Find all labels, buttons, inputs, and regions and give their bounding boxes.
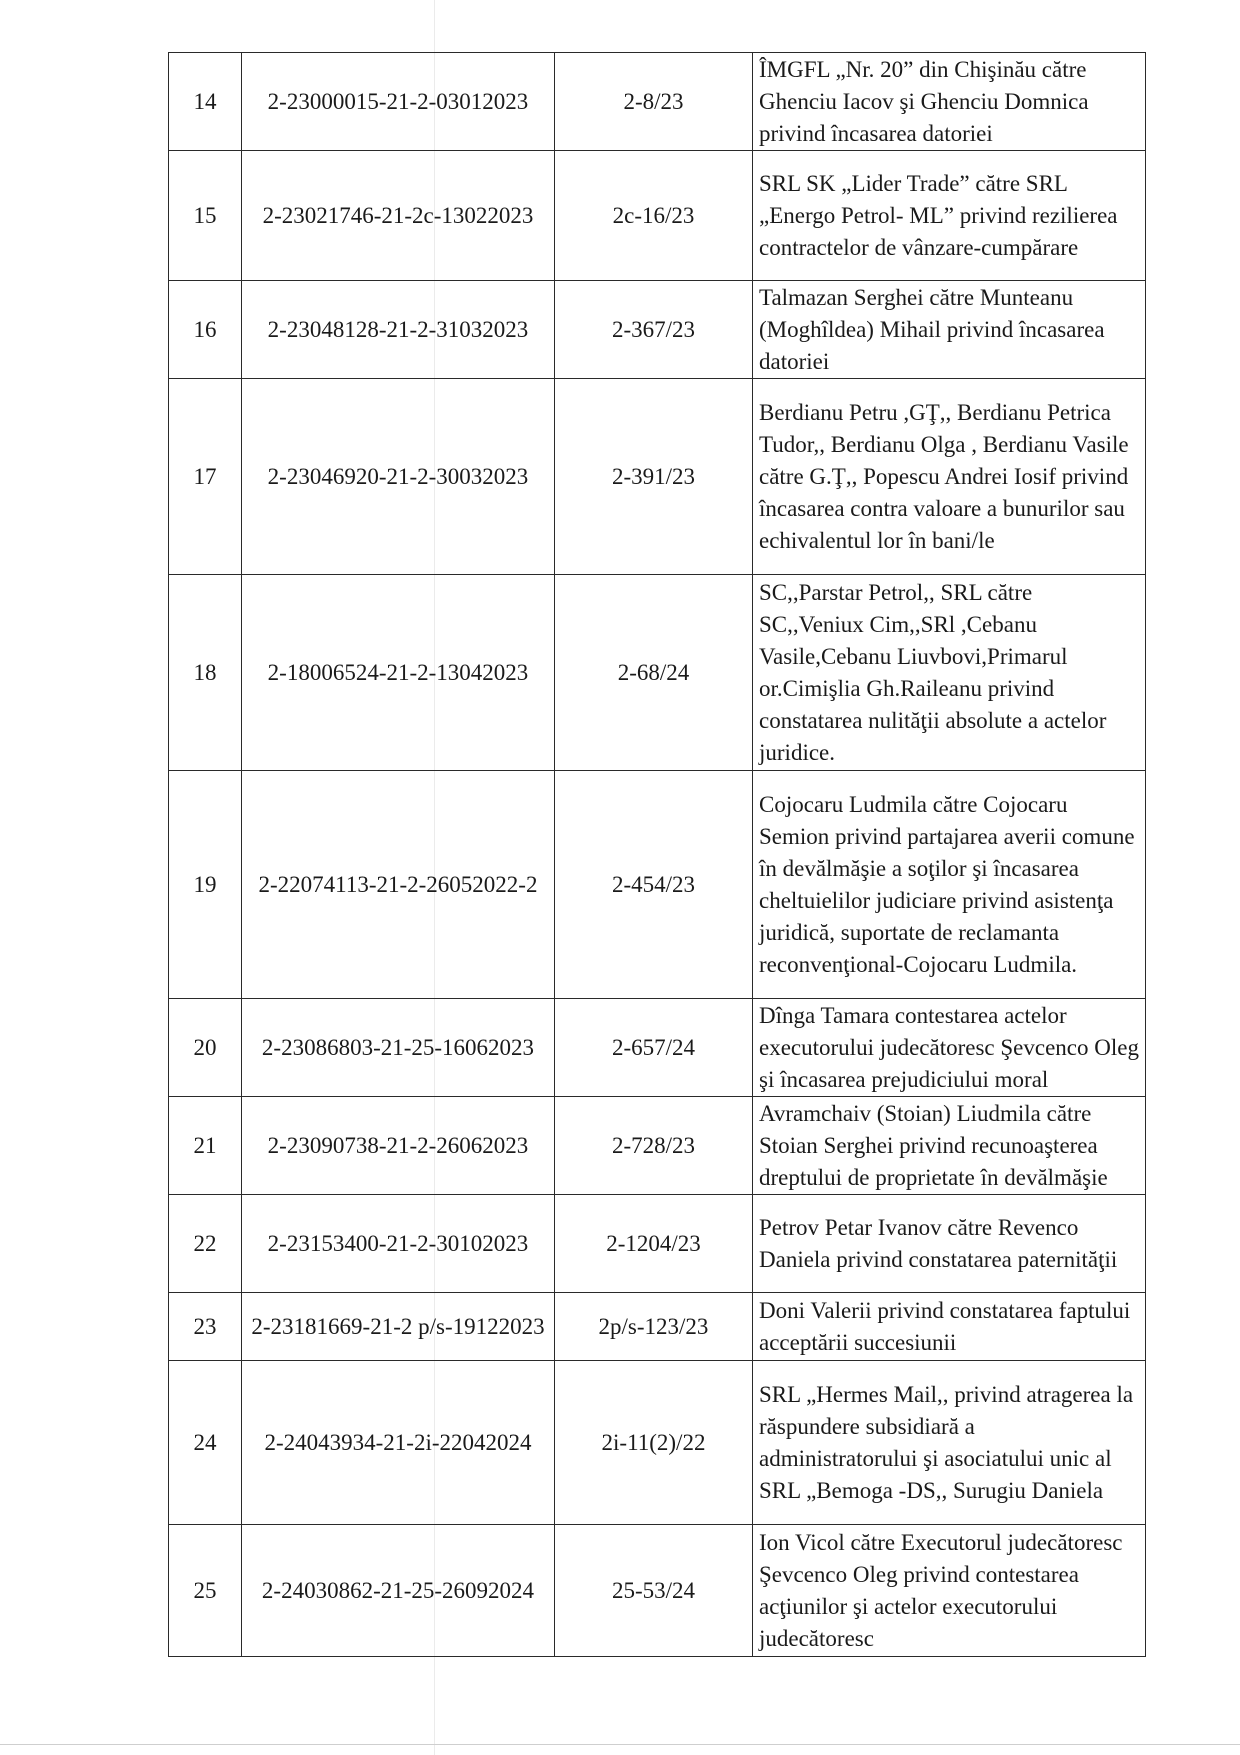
case-file-number: 2-8/23 bbox=[555, 53, 753, 151]
case-description: SC,,Parstar Petrol,, SRL către SC,,Veniux Cim,,SRl ,Cebanu Vasile,Cebanu Liuvbovi,Primarul or.Cimişlia Gh.Raileanu privind constatarea nulităţii absolute a actelor juridice. bbox=[753, 575, 1146, 771]
case-identifier: 2-23090738-21-2-26062023 bbox=[242, 1097, 555, 1195]
case-identifier: 2-23046920-21-2-30032023 bbox=[242, 379, 555, 575]
case-description: Ion Vicol către Executorul judecătoresc Şevcenco Oleg privind contestarea acţiunilor şi actelor executorului judecătoresc bbox=[753, 1525, 1146, 1657]
case-identifier: 2-22074113-21-2-26052022-2 bbox=[242, 771, 555, 999]
case-identifier: 2-23153400-21-2-30102023 bbox=[242, 1195, 555, 1293]
table-row bbox=[169, 1097, 1146, 1195]
table-row bbox=[169, 151, 1146, 281]
case-description: SRL SK „Lider Trade” către SRL „Energo Petrol- ML” privind rezilierea contractelor de vânzare-cumpărare bbox=[753, 151, 1146, 281]
case-identifier: 2-23086803-21-25-16062023 bbox=[242, 999, 555, 1097]
row-number: 21 bbox=[169, 1097, 242, 1195]
cases-table-body bbox=[169, 53, 1146, 1657]
case-file-number: 2-657/24 bbox=[555, 999, 753, 1097]
case-description: Doni Valerii privind constatarea faptului acceptării succesiunii bbox=[753, 1293, 1146, 1361]
case-identifier: 2-23021746-21-2c-13022023 bbox=[242, 151, 555, 281]
table-row bbox=[169, 379, 1146, 575]
case-file-number: 2-68/24 bbox=[555, 575, 753, 771]
case-file-number: 2-391/23 bbox=[555, 379, 753, 575]
case-description: Dînga Tamara contestarea actelor executorului judecătoresc Şevcenco Oleg şi încasarea prejudiciului moral bbox=[753, 999, 1146, 1097]
row-number: 20 bbox=[169, 999, 242, 1097]
cases-table bbox=[168, 52, 1146, 1657]
case-identifier: 2-18006524-21-2-13042023 bbox=[242, 575, 555, 771]
case-file-number: 2-728/23 bbox=[555, 1097, 753, 1195]
case-identifier: 2-24030862-21-25-26092024 bbox=[242, 1525, 555, 1657]
row-number: 16 bbox=[169, 281, 242, 379]
row-number: 25 bbox=[169, 1525, 242, 1657]
case-description: Cojocaru Ludmila către Cojocaru Semion privind partajarea averii comune în devălmăşie a soţilor şi încasarea cheltuielilor judiciare privind asistenţa juridică, suportate de reclamanta reconvenţional-Cojocaru Ludmila. bbox=[753, 771, 1146, 999]
case-file-number: 2-454/23 bbox=[555, 771, 753, 999]
case-file-number: 25-53/24 bbox=[555, 1525, 753, 1657]
case-description: Berdianu Petru ,GŢ,, Berdianu Petrica Tudor,, Berdianu Olga , Berdianu Vasile către G.Ţ,, Popescu Andrei Iosif privind încasarea contra valoare a bunurilor sau echivalentul lor în bani/le bbox=[753, 379, 1146, 575]
page-bottom-rule bbox=[0, 1744, 1240, 1745]
case-file-number: 2i-11(2)/22 bbox=[555, 1361, 753, 1525]
row-number: 23 bbox=[169, 1293, 242, 1361]
row-number: 15 bbox=[169, 151, 242, 281]
case-file-number: 2-1204/23 bbox=[555, 1195, 753, 1293]
table-row bbox=[169, 1293, 1146, 1361]
case-description: Talmazan Serghei către Munteanu (Moghîldea) Mihail privind încasarea datoriei bbox=[753, 281, 1146, 379]
case-identifier: 2-23181669-21-2 p/s-19122023 bbox=[242, 1293, 555, 1361]
case-file-number: 2p/s-123/23 bbox=[555, 1293, 753, 1361]
table-row bbox=[169, 1195, 1146, 1293]
table-row bbox=[169, 1525, 1146, 1657]
table-row bbox=[169, 771, 1146, 999]
table-row bbox=[169, 575, 1146, 771]
case-description: SRL „Hermes Mail,, privind atragerea la răspundere subsidiară a administratorului şi asociatului unic al SRL „Bemoga -DS,, Surugiu Daniela bbox=[753, 1361, 1146, 1525]
table-row bbox=[169, 281, 1146, 379]
case-description: Avramchaiv (Stoian) Liudmila către Stoian Serghei privind recunoaşterea dreptului de proprietate în devălmăşie bbox=[753, 1097, 1146, 1195]
case-identifier: 2-23048128-21-2-31032023 bbox=[242, 281, 555, 379]
case-file-number: 2-367/23 bbox=[555, 281, 753, 379]
case-file-number: 2c-16/23 bbox=[555, 151, 753, 281]
table-row bbox=[169, 1361, 1146, 1525]
row-number: 22 bbox=[169, 1195, 242, 1293]
row-number: 24 bbox=[169, 1361, 242, 1525]
table-row bbox=[169, 999, 1146, 1097]
row-number: 18 bbox=[169, 575, 242, 771]
row-number: 19 bbox=[169, 771, 242, 999]
row-number: 17 bbox=[169, 379, 242, 575]
case-identifier: 2-24043934-21-2i-22042024 bbox=[242, 1361, 555, 1525]
case-description: ÎMGFL „Nr. 20” din Chişinău către Ghenciu Iacov şi Ghenciu Domnica privind încasarea datoriei bbox=[753, 53, 1146, 151]
case-identifier: 2-23000015-21-2-03012023 bbox=[242, 53, 555, 151]
case-description: Petrov Petar Ivanov către Revenco Daniela privind constatarea paternităţii bbox=[753, 1195, 1146, 1293]
table-row bbox=[169, 53, 1146, 151]
row-number: 14 bbox=[169, 53, 242, 151]
